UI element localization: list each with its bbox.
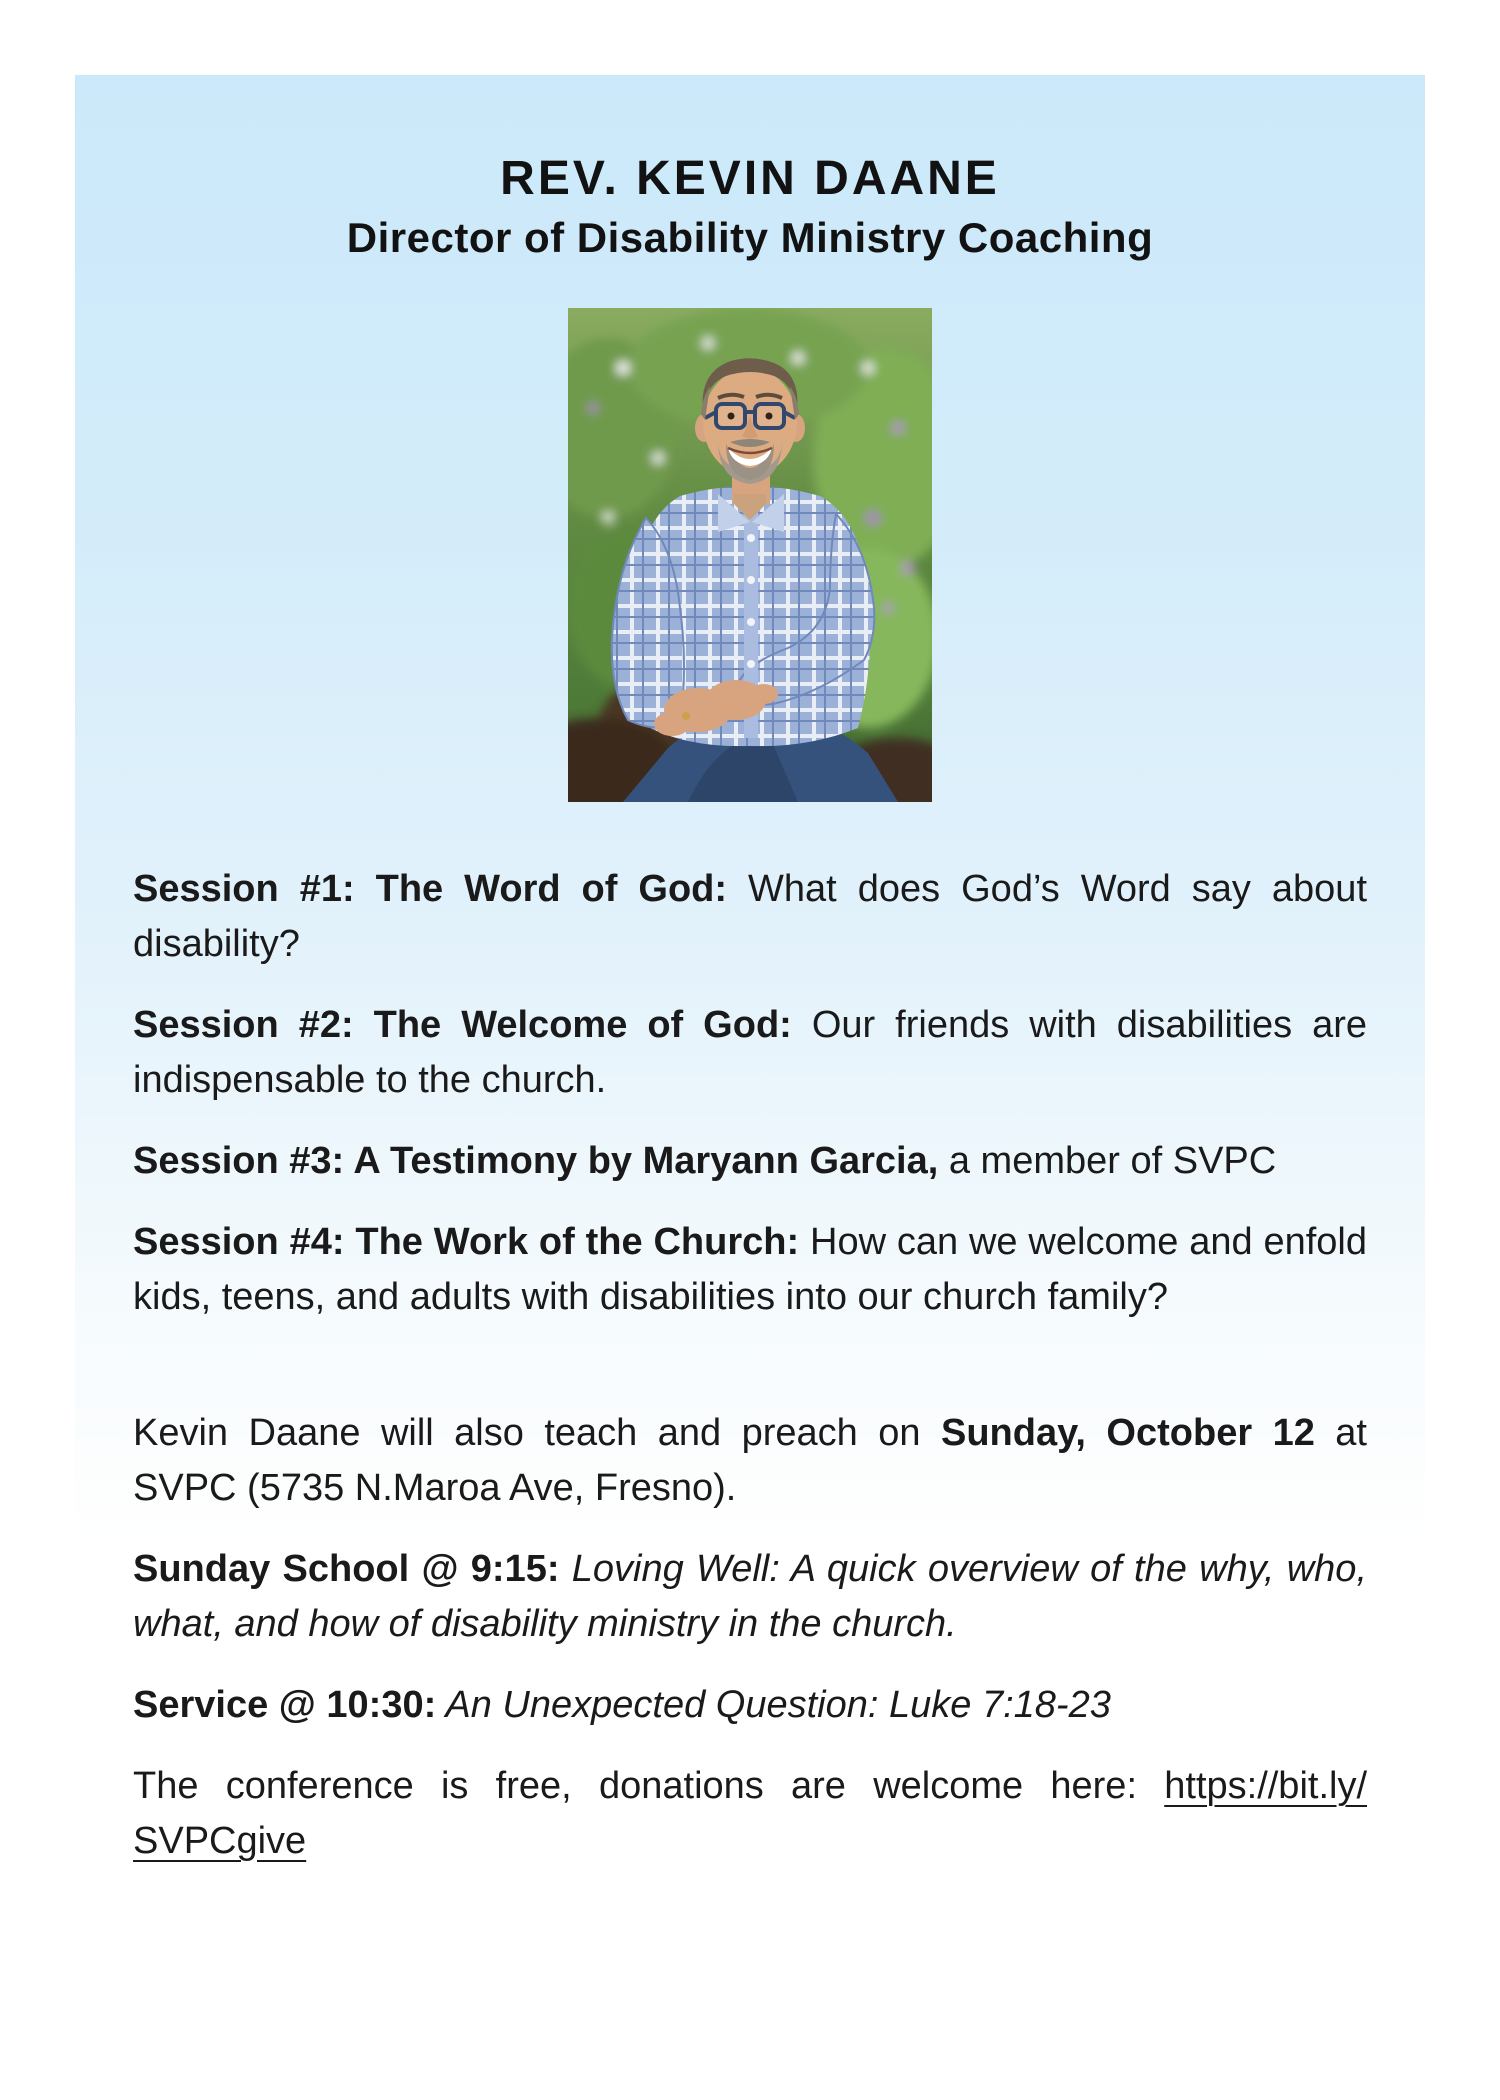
preach-post: at SVPC (5735 N.Maroa Ave, Fresno). — [133, 1411, 1367, 1509]
flyer-panel — [75, 75, 1425, 2025]
page-title: REV. KEVIN DAANE — [500, 152, 1000, 205]
session-2-desc: Our friends with disabilities are indispensable to the church. — [133, 1003, 1368, 1101]
service-item — [133, 1678, 1367, 1733]
donation-link-part2[interactable]: SVPCgive — [133, 1819, 307, 1862]
session-1-title: Session #1: The Word of God: — [133, 867, 728, 910]
flyer-body — [133, 862, 1367, 1869]
preach-pre: Kevin Daane will also teach and preach on — [133, 1411, 941, 1454]
donation-pre: The conference is free, donations are welcome here: — [133, 1764, 1165, 1807]
session-4-desc: How can we welcome and enfold kids, teens, and adults with disabilities into our church family? — [133, 1220, 1367, 1318]
session-item-2 — [133, 998, 1367, 1108]
service-desc: An Unexpected Question: Luke 7:18-23 — [436, 1683, 1111, 1726]
session-item-1 — [133, 862, 1367, 972]
sunday-school-item — [133, 1542, 1367, 1652]
preach-date: Sunday, October 12 — [940, 1411, 1315, 1454]
portrait-photo — [568, 308, 932, 802]
session-item-3 — [133, 1134, 1367, 1189]
sunday-school-label: Sunday School @ 9:15: — [133, 1547, 560, 1590]
preach-note — [133, 1406, 1367, 1516]
session-item-4 — [133, 1215, 1367, 1325]
sunday-school-desc: Loving Well: A quick overview of the why, who, what, and how of disability ministry in the church. — [133, 1547, 1367, 1645]
session-2-title: Session #2: The Welcome of God: — [133, 1003, 792, 1046]
session-1-desc: What does God’s Word say about disability? — [133, 867, 1368, 965]
donation-note — [133, 1759, 1367, 1869]
donation-link-part1[interactable]: https://bit.ly/ — [1164, 1764, 1367, 1807]
portrait-photo-image — [568, 308, 932, 802]
session-3-title: Session #3: A Testimony by Maryann Garcia, — [133, 1139, 939, 1182]
service-label: Service @ 10:30: — [133, 1683, 437, 1726]
session-4-title: Session #4: The Work of the Church: — [133, 1220, 800, 1263]
page-subtitle: Director of Disability Ministry Coaching — [346, 214, 1154, 261]
session-3-desc: a member of SVPC — [938, 1139, 1277, 1182]
section-gap — [133, 1351, 1367, 1406]
